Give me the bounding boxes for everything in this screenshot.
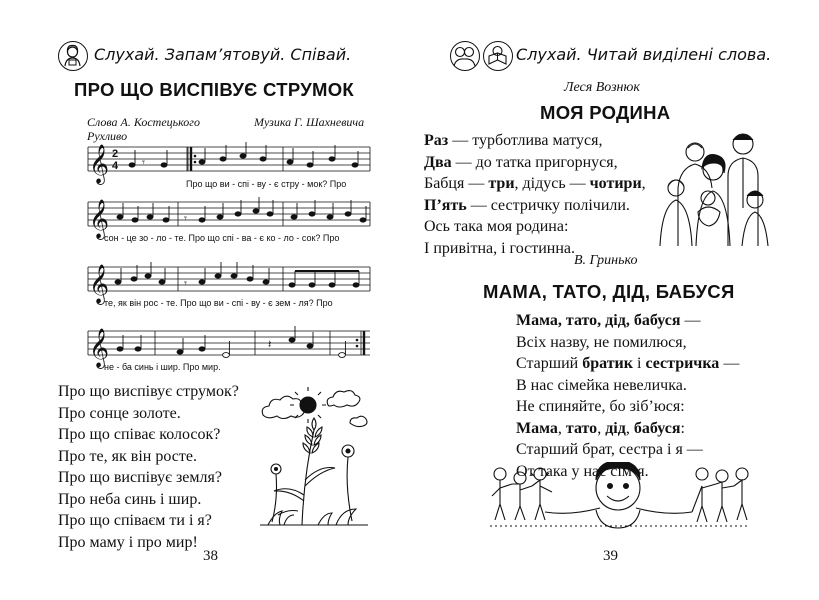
sun-and-wheat-illustration (258, 385, 370, 527)
poem-line: От така у нас сім’я. (516, 462, 649, 480)
poem-line: Про що співає колосок? (58, 426, 221, 443)
poem-line: Про що співаєм ти і я? (58, 512, 212, 529)
poem-line: Всіх назву, не помилюся, (516, 333, 687, 351)
listening-child-icon (58, 41, 88, 71)
staff-lyrics-1: Про що ви - спі - ву - є стру - мок? Про (186, 179, 347, 189)
poem-line: В нас сімейка невеличка. (516, 376, 687, 394)
poem-author: В. Гринько (574, 253, 638, 268)
poem-title: МАМА, ТАТО, ДІД, БАБУСЯ (483, 281, 735, 302)
poem-line: Старший братик і сестричка — (516, 355, 740, 372)
poem-line: Ось така моя родина: (424, 218, 569, 235)
svg-text:𝄾: 𝄾 (142, 156, 145, 169)
left-page (0, 0, 409, 600)
svg-text:2: 2 (112, 148, 119, 160)
music-author: Музика Г. Шахневича (254, 115, 365, 129)
children-holding-hands-illustration (490, 462, 750, 532)
staff-lyrics-4: не - ба синь і шир. Про мир. (104, 362, 221, 372)
poem-line: І привітна, і гостинна. (424, 239, 575, 257)
poem-line: Бабця — три, дідусь — чотири, (424, 175, 646, 192)
poem-line: Про що виспівує струмок? (58, 383, 239, 400)
staff-lyrics-2: сон - це зо - ло - те. Про що спі - ва - є ко - ло - сок? Про (104, 233, 340, 243)
poem-line: Мама, тато, дід, бабуся: (516, 419, 685, 437)
lyrics-author: Слова А. Костецького (87, 115, 200, 129)
song-title: ПРО ЩО ВИСПІВУЄ СТРУМОК (74, 79, 355, 100)
reading-children-icon (450, 41, 480, 71)
svg-text:𝄞: 𝄞 (89, 199, 110, 239)
poem-line: Про те, як він росте. (58, 447, 197, 465)
svg-text:4: 4 (112, 160, 119, 172)
instruction-text: Слухай. Запам’ятовуй. Співай. (94, 45, 352, 64)
svg-text:𝄞: 𝄞 (89, 264, 110, 304)
poem-line: Мама, тато, дід, бабуся — (516, 312, 701, 329)
sheet-music (80, 138, 375, 378)
poem-line: Два — до татка пригорнуся, (424, 153, 618, 171)
poem-line: Про що виспівує земля? (58, 469, 222, 486)
poem-title: МОЯ РОДИНА (540, 102, 671, 123)
svg-text:𝄞: 𝄞 (89, 144, 110, 184)
poem-moya-rodyna (424, 130, 646, 259)
family-illustration (658, 128, 773, 248)
instruction-text: Слухай. Читай виділені слова. (516, 45, 772, 64)
poem (58, 381, 239, 553)
poem-line: П’ять — сестричку полічили. (424, 196, 630, 214)
svg-text:𝄞: 𝄞 (89, 328, 110, 368)
poem-mama-tato (516, 310, 739, 482)
staff-lyrics-3: те, як він рос - те. Про що ви - спі - ву - є зем - ля? Про (104, 298, 333, 308)
poem-author: Леся Вознюк (564, 80, 640, 95)
tempo-marking: Рухливо (87, 129, 128, 143)
svg-text:𝄾: 𝄾 (184, 212, 187, 225)
poem-line: Старший брат, сестра і я — (516, 441, 703, 458)
poem-line: Раз — турботлива матуся, (424, 132, 603, 149)
poem-line: Про неба синь і шир. (58, 490, 202, 508)
reading-book-icon (483, 41, 513, 71)
poem-line: Не спиняйте, бо зіб’юся: (516, 398, 685, 415)
page-number: 38 (203, 548, 218, 564)
svg-text:𝄾: 𝄾 (184, 277, 187, 290)
right-page (410, 0, 819, 600)
poem-line: Про сонце золоте. (58, 404, 181, 422)
poem-line: Про маму і про мир! (58, 533, 198, 551)
svg-text:𝄽: 𝄽 (268, 338, 272, 351)
page-number: 39 (603, 548, 618, 564)
